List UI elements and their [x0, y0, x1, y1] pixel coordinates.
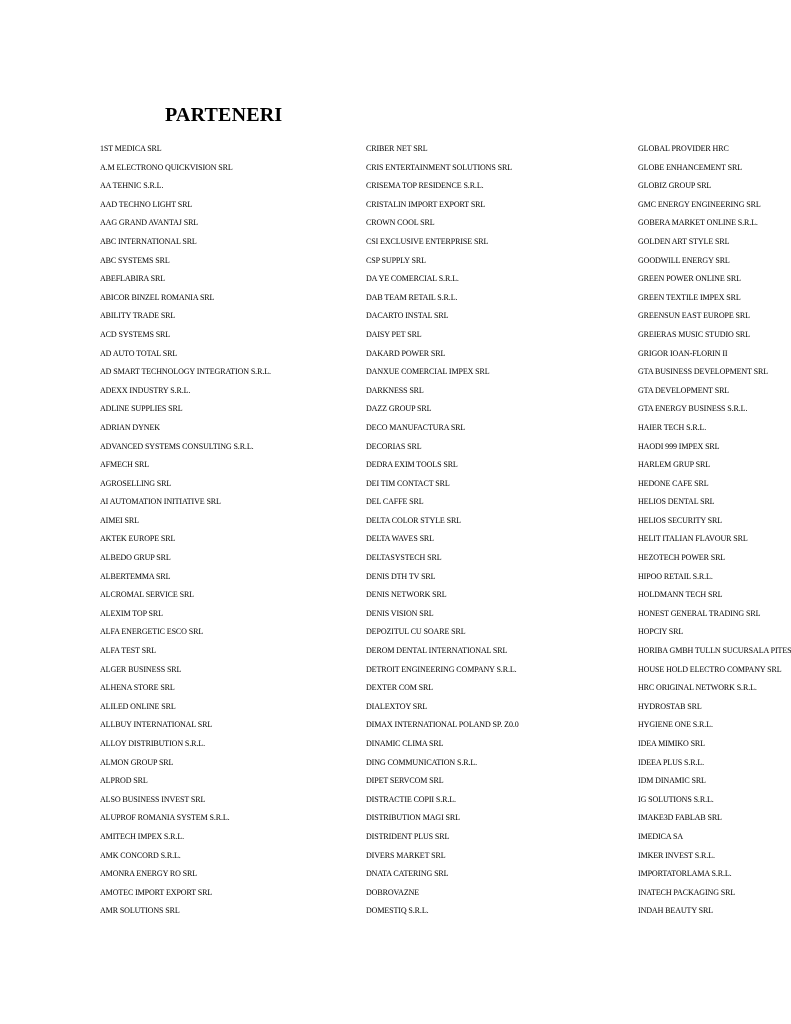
partner-name: HAIER TECH S.R.L.	[638, 422, 707, 432]
partner-name: DISTRACTIE COPII S.R.L.	[366, 794, 456, 804]
partner-name: ABC SYSTEMS SRL	[100, 255, 170, 265]
partner-name: HYGIENE ONE S.R.L.	[638, 720, 713, 730]
partner-name: DEI TIM CONTACT SRL	[366, 478, 450, 488]
partner-name: ALILED ONLINE SRL	[100, 701, 176, 711]
partner-name: DIVERS MARKET SRL	[366, 850, 446, 860]
partner-name: DIPET SERVCOM SRL	[366, 776, 444, 786]
partner-name: GREENSUN EAST EUROPE SRL	[638, 311, 750, 321]
partner-name: GMC ENERGY ENGINEERING SRL	[638, 199, 761, 209]
partner-name: ABEFLABIRA SRL	[100, 274, 166, 284]
partner-name: ACD SYSTEMS SRL	[100, 329, 171, 339]
partner-name: HELIOS DENTAL SRL	[638, 497, 715, 507]
partner-name: DETROIT ENGINEERING COMPANY S.R.L.	[366, 664, 517, 674]
partner-name: GOBERA MARKET ONLINE S.R.L.	[638, 218, 758, 228]
partner-name: IMPORTATORLAMA S.R.L.	[638, 869, 732, 879]
partner-name: CROWN COOL SRL	[366, 218, 435, 228]
partner-name: HARLEM GRUP SRL	[638, 460, 710, 470]
partner-name: ADVANCED SYSTEMS CONSULTING S.R.L.	[100, 441, 254, 451]
partner-name: DEPOZITUL CU SOARE SRL	[366, 627, 466, 637]
partner-name: DENIS VISION SRL	[366, 608, 434, 618]
partner-name: AGROSELLING SRL	[100, 478, 172, 488]
partner-column-2	[366, 140, 631, 921]
partner-name: AMK CONCORD S.R.L.	[100, 850, 181, 860]
partner-name: DELTA COLOR STYLE SRL	[366, 515, 461, 525]
partner-name: GTA DEVELOPMENT SRL	[638, 385, 730, 395]
partner-name: ALEXIM TOP SRL	[100, 608, 163, 618]
partner-name: CRIS ENTERTAINMENT SOLUTIONS SRL	[366, 162, 512, 172]
partner-name: GTA BUSINESS DEVELOPMENT SRL	[638, 367, 768, 377]
partner-name: DEXTER COM SRL	[366, 683, 434, 693]
partner-name: HAODI 999 IMPEX SRL	[638, 441, 720, 451]
partner-name: 1ST MEDICA SRL	[100, 144, 162, 153]
partner-name: AMOTEC IMPORT EXPORT SRL	[100, 887, 213, 897]
partner-name: DARKNESS SRL	[366, 385, 424, 395]
partner-name: DAZZ GROUP SRL	[366, 404, 432, 414]
partner-name: GREEN POWER ONLINE SRL	[638, 274, 741, 284]
partner-name: GLOBE ENHANCEMENT SRL	[638, 162, 742, 172]
partner-name: DEROM DENTAL INTERNATIONAL SRL	[366, 646, 508, 656]
partner-name: ALUPROF ROMANIA SYSTEM S.R.L.	[100, 813, 230, 823]
partner-name: AKTEK EUROPE SRL	[100, 534, 176, 544]
partner-name: DAB TEAM RETAIL S.R.L.	[366, 292, 458, 302]
partner-name: DIMAX INTERNATIONAL POLAND SP. Z0.0	[366, 720, 519, 730]
partner-name: DENIS NETWORK SRL	[366, 590, 447, 600]
partner-name: ABICOR BINZEL ROMANIA SRL	[100, 292, 215, 302]
partner-name: ALSO BUSINESS INVEST SRL	[100, 794, 206, 804]
partner-name: HOUSE HOLD ELECTRO COMPANY SRL	[638, 664, 782, 674]
partner-name: HEZOTECH POWER SRL	[638, 553, 726, 563]
partner-name: AI AUTOMATION INITIATIVE SRL	[100, 497, 221, 507]
partner-name: ALHENA STORE SRL	[100, 683, 175, 693]
partner-name: AAG GRAND AVANTAJ SRL	[100, 218, 199, 228]
partner-column-3	[638, 140, 791, 921]
partner-name: DISTRIBUTION MAGI SRL	[366, 813, 460, 823]
partner-name: AMR SOLUTIONS SRL	[100, 906, 180, 916]
partner-name: ALPROD SRL	[100, 776, 148, 786]
partner-name: DENIS DTH TV SRL	[366, 571, 436, 581]
partner-name: GTA ENERGY BUSINESS S.R.L.	[638, 404, 748, 414]
partner-name: ALGER BUSINESS SRL	[100, 664, 182, 674]
partner-name: HYDROSTAB SRL	[638, 701, 702, 711]
partner-name: ALMON GROUP SRL	[100, 757, 174, 767]
partner-name: AMITECH IMPEX S.R.L.	[100, 831, 185, 841]
partner-name: ALBEDO GRUP SRL	[100, 553, 171, 563]
partner-name: IDM DINAMIC SRL	[638, 776, 706, 786]
partner-name: HELIOS SECURITY SRL	[638, 515, 723, 525]
partner-name: DISTRIDENT PLUS SRL	[366, 831, 450, 841]
partner-name: AMONRA ENERGY RO SRL	[100, 869, 198, 879]
partner-name: DIALEXTOY SRL	[366, 701, 428, 711]
partner-name: GRIGOR IOAN-FLORIN II	[638, 348, 728, 358]
page-title: PARTENERI	[165, 104, 283, 126]
partner-name: HIPOO RETAIL S.R.L.	[638, 571, 713, 581]
partner-name: DECO MANUFACTURA SRL	[366, 422, 466, 432]
partner-name: HRC ORIGINAL NETWORK S.R.L.	[638, 683, 757, 693]
partner-name: IMEDICA SA	[638, 831, 684, 841]
partner-name: AFMECH SRL	[100, 460, 150, 470]
partner-name: HOPCIY SRL	[638, 627, 684, 637]
partner-name: DECORIAS SRL	[366, 441, 422, 451]
partner-name: GOLDEN ART STYLE SRL	[638, 236, 730, 246]
partner-name: GOODWILL ENERGY SRL	[638, 255, 730, 265]
partner-name: IG SOLUTIONS S.R.L.	[638, 794, 714, 804]
partner-name: DACARTO INSTAL SRL	[366, 311, 449, 321]
partner-name: IDEEA PLUS S.R.L.	[638, 757, 705, 767]
partner-name: HOLDMANN TECH SRL	[638, 590, 723, 600]
partner-name: DOBROVAZNE	[366, 887, 420, 897]
partner-name: DAKARD POWER SRL	[366, 348, 446, 358]
partner-column-1	[100, 140, 360, 921]
partner-name: DELTA WAVES SRL	[366, 534, 434, 544]
partner-name: IMKER INVEST S.R.L.	[638, 850, 715, 860]
partner-name: ABC INTERNATIONAL SRL	[100, 236, 197, 246]
partner-name: IMAKE3D FABLAB SRL	[638, 813, 722, 823]
partner-name: DEDRA EXIM TOOLS SRL	[366, 460, 458, 470]
partner-name: DOMESTIQ S.R.L.	[366, 906, 429, 916]
partner-name: DA YE COMERCIAL S.R.L.	[366, 274, 459, 284]
partner-name: ADRIAN DYNEK	[100, 422, 160, 432]
partner-name: ALFA TEST SRL	[100, 646, 157, 656]
partner-name: ADEXX INDUSTRY S.R.L.	[100, 385, 191, 395]
partner-name: CRISEMA TOP RESIDENCE S.R.L.	[366, 181, 484, 191]
partner-name: ALFA ENERGETIC ESCO SRL	[100, 627, 204, 637]
partner-name: DING COMMUNICATION S.R.L.	[366, 757, 478, 767]
partner-name: AAD TECHNO LIGHT SRL	[100, 199, 193, 209]
partner-name: DINAMIC CLIMA SRL	[366, 739, 444, 748]
partner-name: HELIT ITALIAN FLAVOUR SRL	[638, 534, 748, 544]
partner-name: CRIBER NET SRL	[366, 144, 428, 153]
partner-name: ALCROMAL SERVICE SRL	[100, 590, 194, 600]
partner-name: DEL CAFFE SRL	[366, 497, 424, 507]
partner-name: A.M ELECTRONO QUICKVISION SRL	[100, 162, 233, 172]
partner-name: HONEST GENERAL TRADING SRL	[638, 608, 761, 618]
partner-name: GLOBIZ GROUP SRL	[638, 181, 712, 191]
partner-name: AD SMART TECHNOLOGY INTEGRATION S.R.L.	[100, 367, 271, 377]
partner-name: GREIERAS MUSIC STUDIO SRL	[638, 329, 750, 339]
partner-name: GLOBAL PROVIDER HRC	[638, 144, 729, 153]
partner-name: AA TEHNIC S.R.L.	[100, 181, 164, 191]
partner-name: AIMEI SRL	[100, 515, 139, 525]
partner-name: DNATA CATERING SRL	[366, 869, 449, 879]
partner-name: INATECH PACKAGING SRL	[638, 887, 736, 897]
partner-name: CRISTALIN IMPORT EXPORT SRL	[366, 199, 486, 209]
partner-name: ADLINE SUPPLIES SRL	[100, 404, 183, 414]
partner-name: ALLBUY INTERNATIONAL SRL	[100, 720, 213, 730]
partner-name: AD AUTO TOTAL SRL	[100, 348, 178, 358]
partner-name: ALBERTEMMA SRL	[100, 571, 171, 581]
partner-name: IDEA MIMIKO SRL	[638, 739, 705, 748]
partner-name: DELTASYSTECH SRL	[366, 553, 442, 563]
partner-name: CSI EXCLUSIVE ENTERPRISE SRL	[366, 236, 489, 246]
partner-name: CSP SUPPLY SRL	[366, 255, 426, 265]
partner-name: ABILITY TRADE SRL	[100, 311, 176, 321]
partner-name: ALLOY DISTRIBUTION S.R.L.	[100, 739, 205, 748]
partner-name: DAISY PET SRL	[366, 329, 422, 339]
partner-name: INDAH BEAUTY SRL	[638, 906, 713, 916]
partner-name: DANXUE COMERCIAL IMPEX SRL	[366, 367, 490, 377]
partner-name: HEDONE CAFE SRL	[638, 478, 709, 488]
partner-name: HORIBA GMBH TULLN SUCURSALA PITES	[638, 646, 791, 656]
partner-name: GREEN TEXTILE IMPEX SRL	[638, 292, 741, 302]
